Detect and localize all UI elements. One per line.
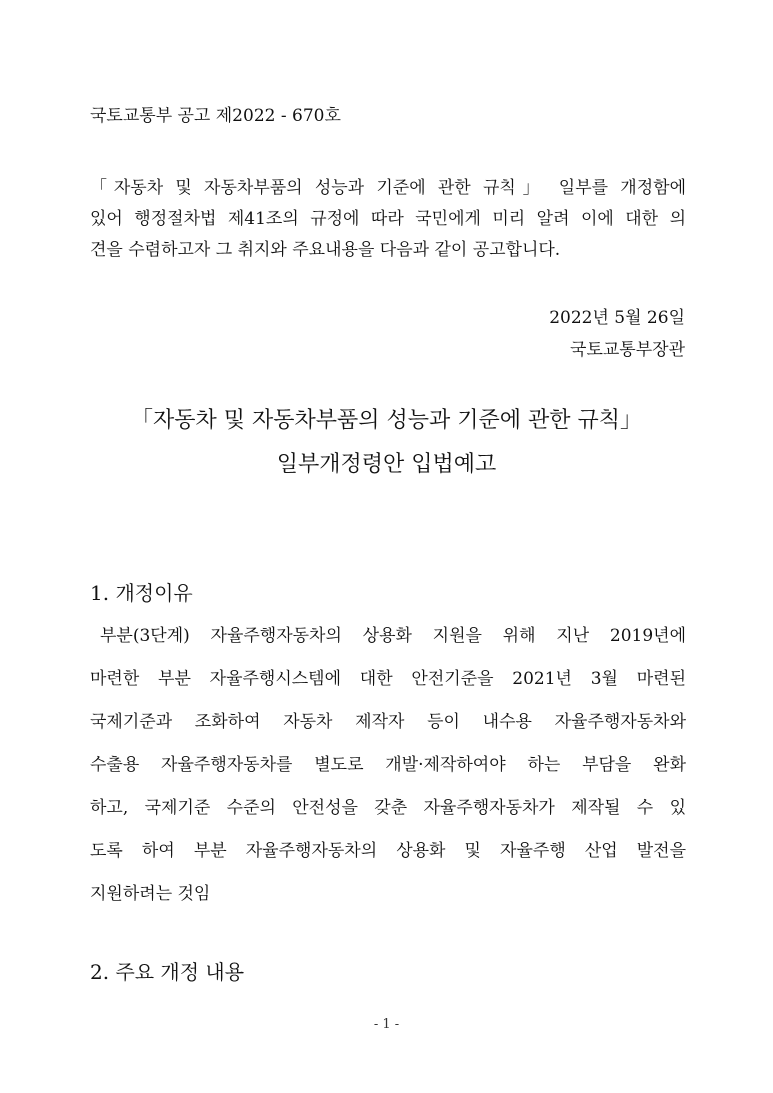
reason-line: 수출용 자율주행자동차를 별도로 개발·제작하여야 하는 부담을 완화	[90, 755, 686, 775]
document-title-line1: 「자동차 및 자동차부품의 성능과 기준에 관한 규칙」	[130, 408, 642, 433]
intro-line: 「자동차 및 자동차부품의 성능과 기준에 관한 규칙」 일부를 개정함에	[90, 178, 686, 198]
page-number: - 1 -	[373, 1017, 400, 1032]
reason-line: 부분(3단계) 자율주행자동차의 상용화 지원을 위해 지난 2019년에	[100, 626, 686, 646]
notice-number: 국토교통부 공고 제2022 - 670호	[90, 106, 341, 126]
notice-date: 2022년 5월 26일	[549, 308, 685, 328]
intro-line: 있어 행정절차법 제41조의 규정에 따라 국민에게 미리 알려 이에 대한 의	[90, 209, 686, 229]
document-title-line2: 일부개정령안 입법예고	[276, 452, 497, 477]
section-heading-main-content: 2. 주요 개정 내용	[90, 960, 245, 984]
section-heading-reason: 1. 개정이유	[90, 581, 193, 605]
reason-line: 도록 하여 부분 자율주행자동차의 상용화 및 자율주행 산업 발전을	[90, 841, 686, 861]
notice-issuer: 국토교통부장관	[570, 340, 685, 360]
intro-line: 견을 수렴하고자 그 취지와 주요내용을 다음과 같이 공고합니다.	[90, 240, 561, 260]
reason-line: 지원하려는 것임	[90, 884, 211, 904]
reason-line: 국제기준과 조화하여 자동차 제작자 등이 내수용 자율주행자동차와	[90, 712, 686, 732]
reason-line: 하고, 국제기준 수준의 안전성을 갖춘 자율주행자동차가 제작될 수 있	[90, 798, 686, 818]
reason-line: 마련한 부분 자율주행시스템에 대한 안전기준을 2021년 3월 마련된	[90, 669, 686, 689]
